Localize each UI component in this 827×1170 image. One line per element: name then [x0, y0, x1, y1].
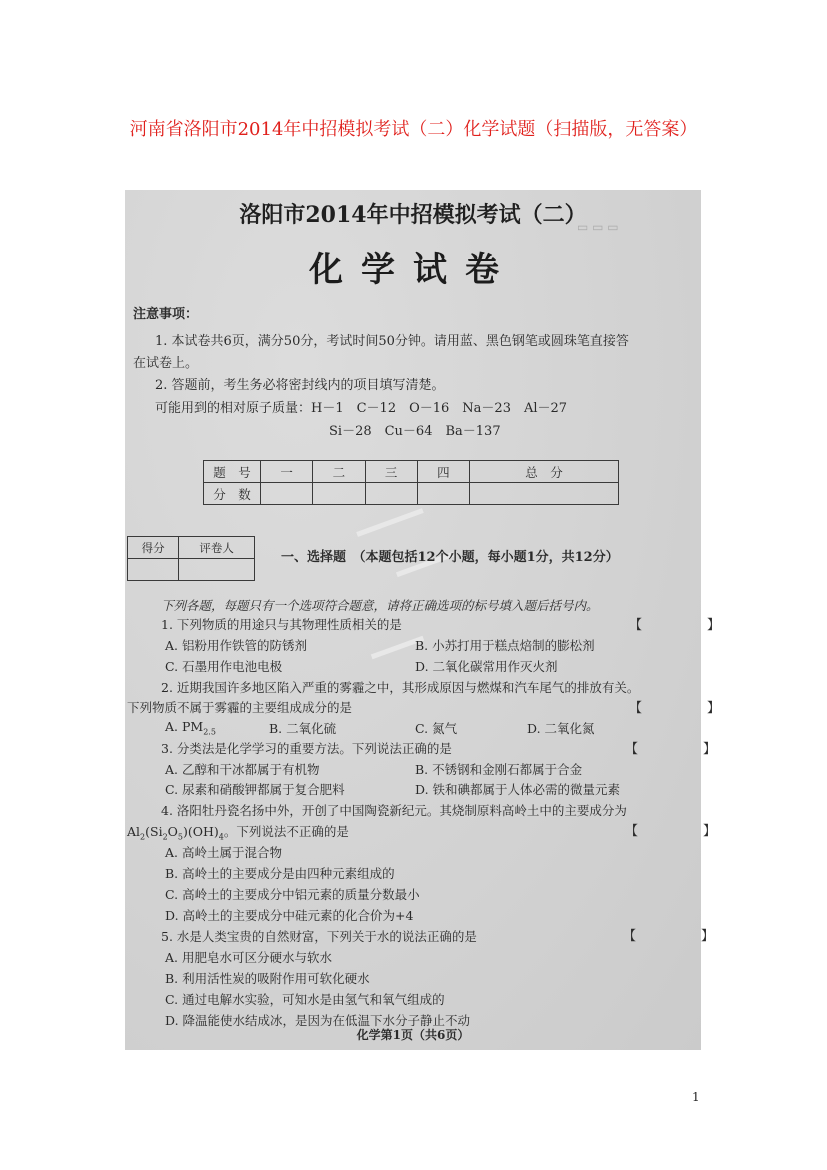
question-3: 3. 分类法是化学学习的重要方法。下列说法正确的是	[161, 741, 452, 756]
question-4-formula	[127, 822, 349, 842]
question-4: 4. 洛阳牡丹瓷名扬中外，开创了中国陶瓷新纪元。其烧制原料高岭土中的主要成分为	[161, 803, 627, 818]
score-table-cell: 一	[261, 461, 313, 483]
question-4-option-a: A. 高岭土属于混合物	[165, 845, 282, 860]
question-3-option-c: C. 尿素和硝酸钾都属于复合肥料	[165, 782, 345, 797]
question-4-option-c: C. 高岭土的主要成分中铝元素的质量分数最小	[165, 887, 420, 902]
question-2-option-a	[165, 719, 216, 737]
bleed-through-text: ▭ ▭ ▭	[577, 220, 619, 234]
page-number: 1	[692, 1090, 700, 1104]
question-5-option-a: A. 用肥皂水可区分硬水与软水	[165, 950, 332, 965]
formula-part: Al	[127, 824, 141, 839]
formula-part: )(OH)	[183, 824, 219, 839]
question-5: 5. 水是人类宝贵的自然财富，下列关于水的说法正确的是	[161, 929, 477, 944]
score-table-header-row	[204, 461, 619, 483]
notice-item-1-cont: 在试卷上。	[133, 356, 199, 371]
formula-tail: 。下列说法不正确的是	[223, 824, 349, 839]
question-2-cont: 下列物质不属于雾霾的主要组成成分的是	[127, 700, 353, 715]
answer-bracket: 【 】	[625, 824, 743, 839]
atomic-mass-line-2: Si－28 Cu－64 Ba－137	[329, 424, 501, 439]
scanned-exam-page	[125, 190, 747, 1050]
score-table-cell: 二	[313, 461, 365, 483]
question-3-option-d: D. 铁和碘都属于人体必需的微量元素	[415, 782, 621, 797]
grader-table	[127, 536, 255, 581]
subscript: 4	[218, 832, 224, 842]
question-4-option-b: B. 高岭土的主要成分是由四种元素组成的	[165, 866, 395, 881]
grader-table-grader-header: 评卷人	[179, 537, 255, 559]
score-table-cell	[365, 483, 417, 505]
question-5-option-b: B. 利用活性炭的吸附作用可软化硬水	[165, 971, 370, 986]
question-3-option-a: A. 乙醇和干冰都属于有机物	[165, 762, 320, 777]
question-5-option-d: D. 降温能使水结成冰，是因为在低温下水分子静止不动	[165, 1013, 471, 1028]
question-2-option-b: B. 二氧化硫	[269, 721, 337, 736]
score-table-cell	[313, 483, 365, 505]
subscript: 5	[177, 832, 184, 842]
question-2-option-c: C. 氮气	[415, 721, 458, 736]
score-table-score-row	[204, 483, 619, 505]
question-1-option-a: A. 铝粉用作铁管的防锈剂	[165, 638, 307, 653]
question-4-option-d: D. 高岭土的主要成分中硅元素的化合价为+4	[165, 908, 414, 923]
grader-table-cell	[128, 559, 179, 581]
score-table-cell: 总 分	[470, 461, 619, 483]
grader-table-score-header: 得分	[128, 537, 179, 559]
section-heading: 一、选择题 （本题包括12个小题，每小题1分，共12分）	[281, 550, 619, 565]
subscript: 2	[140, 832, 146, 842]
question-2-option-d: D. 二氧化氮	[527, 721, 595, 736]
scan-page-footer: 化学第1页（共6页）	[356, 1028, 470, 1042]
notice-heading: 注意事项：	[133, 307, 199, 322]
question-3-option-b: B. 不锈钢和金刚石都属于合金	[415, 762, 583, 777]
answer-bracket: 【 】	[629, 701, 747, 716]
question-2: 2. 近期我国许多地区陷入严重的雾霾之中，其形成原因与燃煤和汽车尾气的排放有关。	[161, 680, 640, 695]
formula-part: (Si	[145, 824, 163, 839]
option-a-text: A. PM	[165, 719, 204, 734]
question-1: 1. 下列物质的用途只与其物理性质相关的是	[161, 617, 402, 632]
score-table-cell: 题 号	[204, 461, 261, 483]
atomic-mass-line-1: 可能用到的相对原子质量：H－1 C－12 O－16 Na－23 Al－27	[155, 401, 568, 416]
section-instruction: 下列各题，每题只有一个选项符合题意，请将正确选项的标号填入题后括号内。	[161, 598, 599, 613]
formula-part: O	[167, 824, 178, 839]
scan-streak	[356, 508, 423, 537]
notice-item-2: 2. 答题前，考生务必将密封线内的项目填写清楚。	[155, 378, 445, 393]
question-5-option-c: C. 通过电解水实验，可知水是由氢气和氧气组成的	[165, 992, 445, 1007]
score-table-cell: 分 数	[204, 483, 261, 505]
score-table-cell	[470, 483, 619, 505]
answer-bracket: 【 】	[629, 618, 747, 633]
question-1-option-d: D. 二氧化碳常用作灭火剂	[415, 659, 558, 674]
subscript: 2.5	[203, 727, 216, 737]
notice-item-1: 1. 本试卷共6页，满分50分，考试时间50分钟。请用蓝、黑色钢笔或圆珠笔直接答	[155, 334, 629, 349]
exam-title: 洛阳市2014年中招模拟考试（二）	[239, 202, 587, 228]
question-1-option-c: C. 石墨用作电池电极	[165, 659, 283, 674]
score-table-cell: 四	[417, 461, 469, 483]
score-table-cell	[261, 483, 313, 505]
score-table-cell: 三	[365, 461, 417, 483]
document-title: 河南省洛阳市2014年中招模拟考试（二）化学试题（扫描版，无答案）	[129, 119, 698, 140]
subscript: 2	[162, 832, 168, 842]
score-table-cell	[417, 483, 469, 505]
answer-bracket: 【 】	[625, 742, 743, 757]
score-table	[203, 460, 619, 505]
grader-table-cell	[179, 559, 255, 581]
answer-bracket: 【 】	[623, 929, 741, 944]
question-1-option-b: B. 小苏打用于糕点焙制的膨松剂	[415, 638, 595, 653]
paper-title: 化学试卷	[309, 250, 517, 290]
